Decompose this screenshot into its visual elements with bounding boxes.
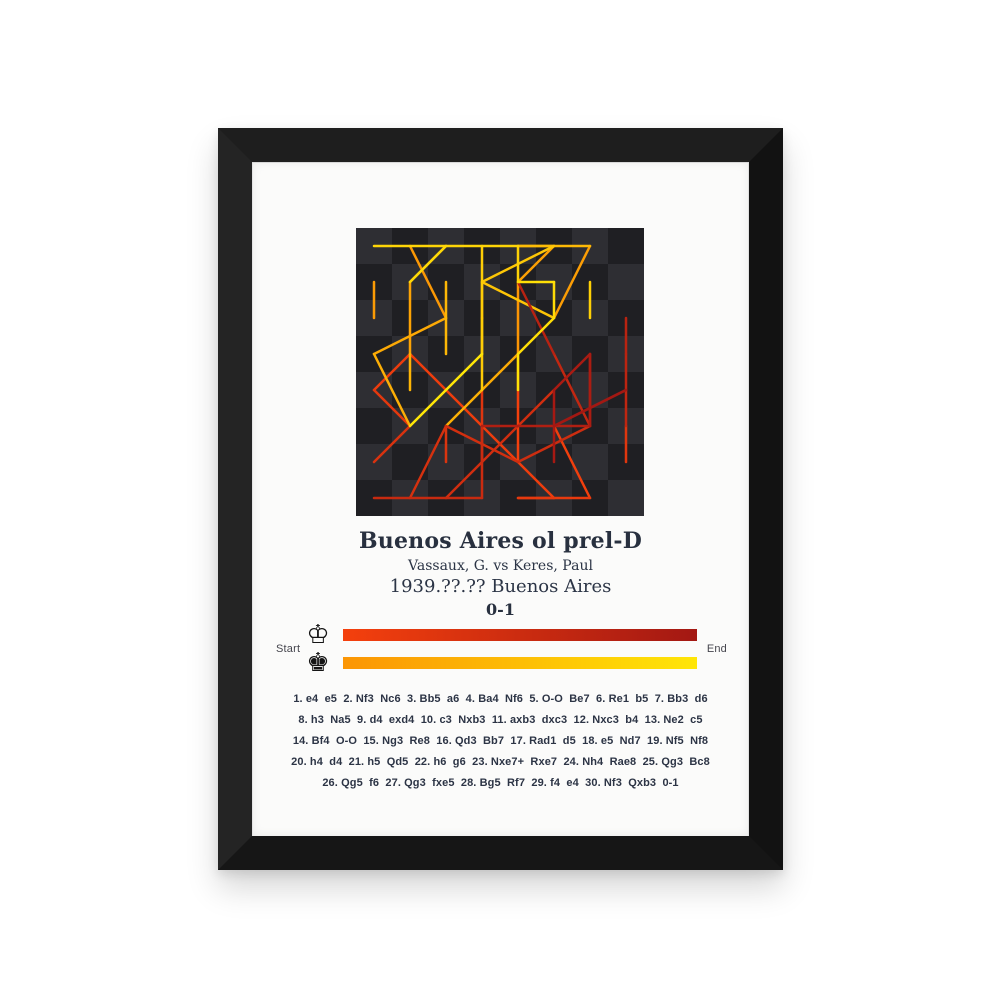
poster-mat — [252, 162, 749, 836]
move-list-line: 14. Bf4 O-O 15. Ng3 Re8 16. Qd3 Bb7 17. Rad1 d5 18. e5 Nd7 19. Nf5 Nf8 — [292, 735, 709, 747]
black-moves-gradient-bar — [343, 657, 697, 669]
legend — [252, 622, 749, 678]
chessboard — [356, 228, 644, 516]
game-players: Vassaux, G. vs Keres, Paul — [408, 558, 593, 574]
board-square — [608, 480, 644, 516]
game-event: 1939.??.?? Buenos Aires — [389, 576, 612, 597]
black-king-icon: ♚ — [306, 648, 330, 678]
board-square — [608, 228, 644, 264]
legend-end-label: End — [706, 643, 727, 655]
move-list-line: 26. Qg5 f6 27. Qg3 fxe5 28. Bg5 Rf7 29. f4 e4 30. Nf3 Qxb3 0-1 — [322, 777, 679, 789]
poster-frame — [218, 128, 783, 870]
white-moves-gradient-bar — [343, 629, 697, 641]
board-square — [356, 408, 392, 444]
board-square — [608, 264, 644, 300]
game-title: Buenos Aires ol prel-D — [359, 528, 642, 554]
move-list-line: 8. h3 Na5 9. d4 exd4 10. c3 Nxb3 11. axb3 dxc3 12. Nxc3 b4 13. Ne2 c5 — [298, 714, 703, 726]
move-list — [252, 689, 749, 794]
legend-start-label: Start — [276, 643, 301, 655]
game-result: 0-1 — [486, 600, 515, 619]
white-king-icon: ♔ — [306, 620, 330, 650]
move-list-line: 1. e4 e5 2. Nf3 Nc6 3. Bb5 a6 4. Ba4 Nf6 5. O-O Be7 6. Re1 b5 7. Bb3 d6 — [293, 693, 708, 705]
move-trace-art — [356, 228, 644, 516]
move-list-line: 20. h4 d4 21. h5 Qd5 22. h6 g6 23. Nxe7+ Rxe7 24. Nh4 Rae8 25. Qg3 Bc8 — [291, 756, 710, 768]
